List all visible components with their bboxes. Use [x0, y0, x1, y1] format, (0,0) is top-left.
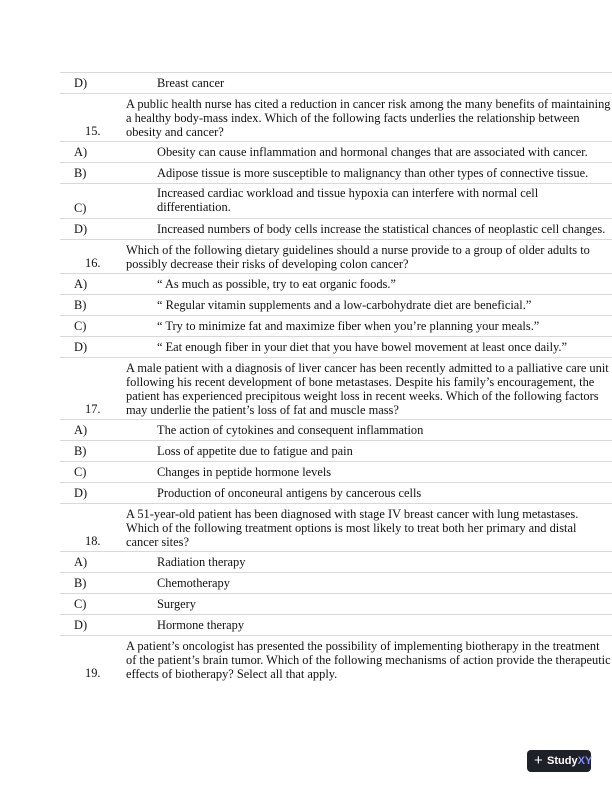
studyxy-watermark [527, 750, 591, 772]
question-line: Which of the following dietary guidelines should a nurse provide to a group of older adults to [126, 243, 590, 257]
option-text: The action of cytokines and consequent inflammation [157, 423, 424, 437]
option-text: Obesity can cause inflammation and hormonal changes that are associated with cancer. [157, 145, 588, 159]
brand-name: StudyXY [547, 755, 593, 767]
option-row [60, 162, 612, 183]
question-line: a healthy body-mass index. Which of the following facts underlies the relationship between [126, 111, 580, 125]
question-text [126, 358, 612, 419]
option-label: B) [74, 298, 87, 312]
question-text [126, 504, 612, 551]
option-label: A) [74, 277, 88, 291]
option-row [60, 593, 612, 614]
option-text: Surgery [157, 597, 197, 611]
option-row [60, 572, 612, 593]
option-label: D) [74, 76, 88, 90]
question-line: A patient’s oncologist has presented the possibility of implementing biotherapy in the treatment [126, 639, 600, 653]
option-label: C) [74, 465, 87, 479]
option-text: Increased numbers of body cells increase the statistical chances of neoplastic cell changes. [157, 222, 606, 236]
question-line: Which of the following treatment options is most likely to treat both her primary and distal [126, 521, 577, 535]
option-label: C) [74, 319, 87, 333]
option-label: C) [74, 201, 87, 215]
option-label: A) [74, 423, 88, 437]
option-row [60, 72, 612, 93]
option-text: Changes in peptide hormone levels [157, 465, 332, 479]
option-row [60, 273, 612, 294]
question-text [126, 94, 612, 141]
question-line: of the patient’s brain tumor. Which of the following mechanisms of action provide the therapeutic [126, 653, 611, 667]
option-row [60, 482, 612, 503]
option-text: “ Regular vitamin supplements and a low-carbohydrate diet are beneficial.” [157, 298, 532, 312]
option-row [60, 315, 612, 336]
option-row [60, 461, 612, 482]
option-text: Hormone therapy [157, 618, 245, 632]
question-line: patient has experienced precipitous weight loss in recent weeks. Which of the following factors [126, 389, 599, 403]
option-row [60, 336, 612, 357]
question-line: A 51-year-old patient has been diagnosed with stage IV breast cancer with lung metastases. [126, 507, 579, 521]
option-label: A) [74, 145, 88, 159]
option-label: B) [74, 444, 87, 458]
option-row [60, 183, 612, 218]
question-line: following his recent development of bone metastases. Despite his family’s encouragement, the [126, 375, 595, 389]
option-label: B) [74, 576, 87, 590]
question-line: may underlie the patient’s loss of fat and muscle mass? [126, 403, 399, 417]
question-number: 17. [85, 402, 101, 416]
question-line: A male patient with a diagnosis of liver cancer has been recently admitted to a palliative care unit [126, 361, 609, 375]
option-label: D) [74, 618, 88, 632]
question-line: possibly decrease their risks of developing colon cancer? [126, 257, 409, 271]
option-row [60, 294, 612, 315]
option-text: Loss of appetite due to fatigue and pain [157, 444, 353, 458]
option-row [60, 551, 612, 572]
question-text [126, 240, 612, 273]
question-number: 15. [85, 124, 101, 138]
option-text: Breast cancer [157, 76, 225, 90]
option-text: Radiation therapy [157, 555, 246, 569]
option-label: D) [74, 340, 88, 354]
option-row [60, 218, 612, 239]
option-label: D) [74, 486, 88, 500]
question-number: 18. [85, 534, 101, 548]
option-text: Adipose tissue is more susceptible to malignancy than other types of connective tissue. [157, 166, 589, 180]
question-row [60, 239, 612, 273]
question-row [60, 503, 612, 551]
option-row [60, 419, 612, 440]
question-number: 19. [85, 666, 101, 680]
option-row [60, 141, 612, 162]
plus-icon: + [534, 752, 543, 769]
option-label: B) [74, 166, 87, 180]
option-text: Chemotherapy [157, 576, 230, 590]
option-text: “ As much as possible, try to eat organic foods.” [157, 277, 396, 291]
question-number: 16. [85, 256, 101, 270]
option-text: Increased cardiac workload and tissue hypoxia can interfere with normal cell differentiation. [157, 186, 539, 214]
option-label: A) [74, 555, 88, 569]
option-row [60, 440, 612, 461]
option-text: Production of onconeural antigens by cancerous cells [157, 486, 422, 500]
option-text: “ Eat enough fiber in your diet that you have bowel movement at least once daily.” [157, 340, 568, 354]
question-row [60, 635, 612, 683]
question-line: effects of biotherapy? Select all that apply. [126, 667, 338, 681]
question-line: obesity and cancer? [126, 125, 224, 139]
question-line: cancer sites? [126, 535, 189, 549]
question-table [60, 72, 612, 683]
question-line: A public health nurse has cited a reduction in cancer risk among the many benefits of maintaining [126, 97, 611, 111]
question-text [126, 636, 612, 683]
question-row [60, 93, 612, 141]
option-label: D) [74, 222, 88, 236]
option-label: C) [74, 597, 87, 611]
option-text: “ Try to minimize fat and maximize fiber when you’re planning your meals.” [157, 319, 540, 333]
question-row [60, 357, 612, 419]
option-row [60, 614, 612, 635]
